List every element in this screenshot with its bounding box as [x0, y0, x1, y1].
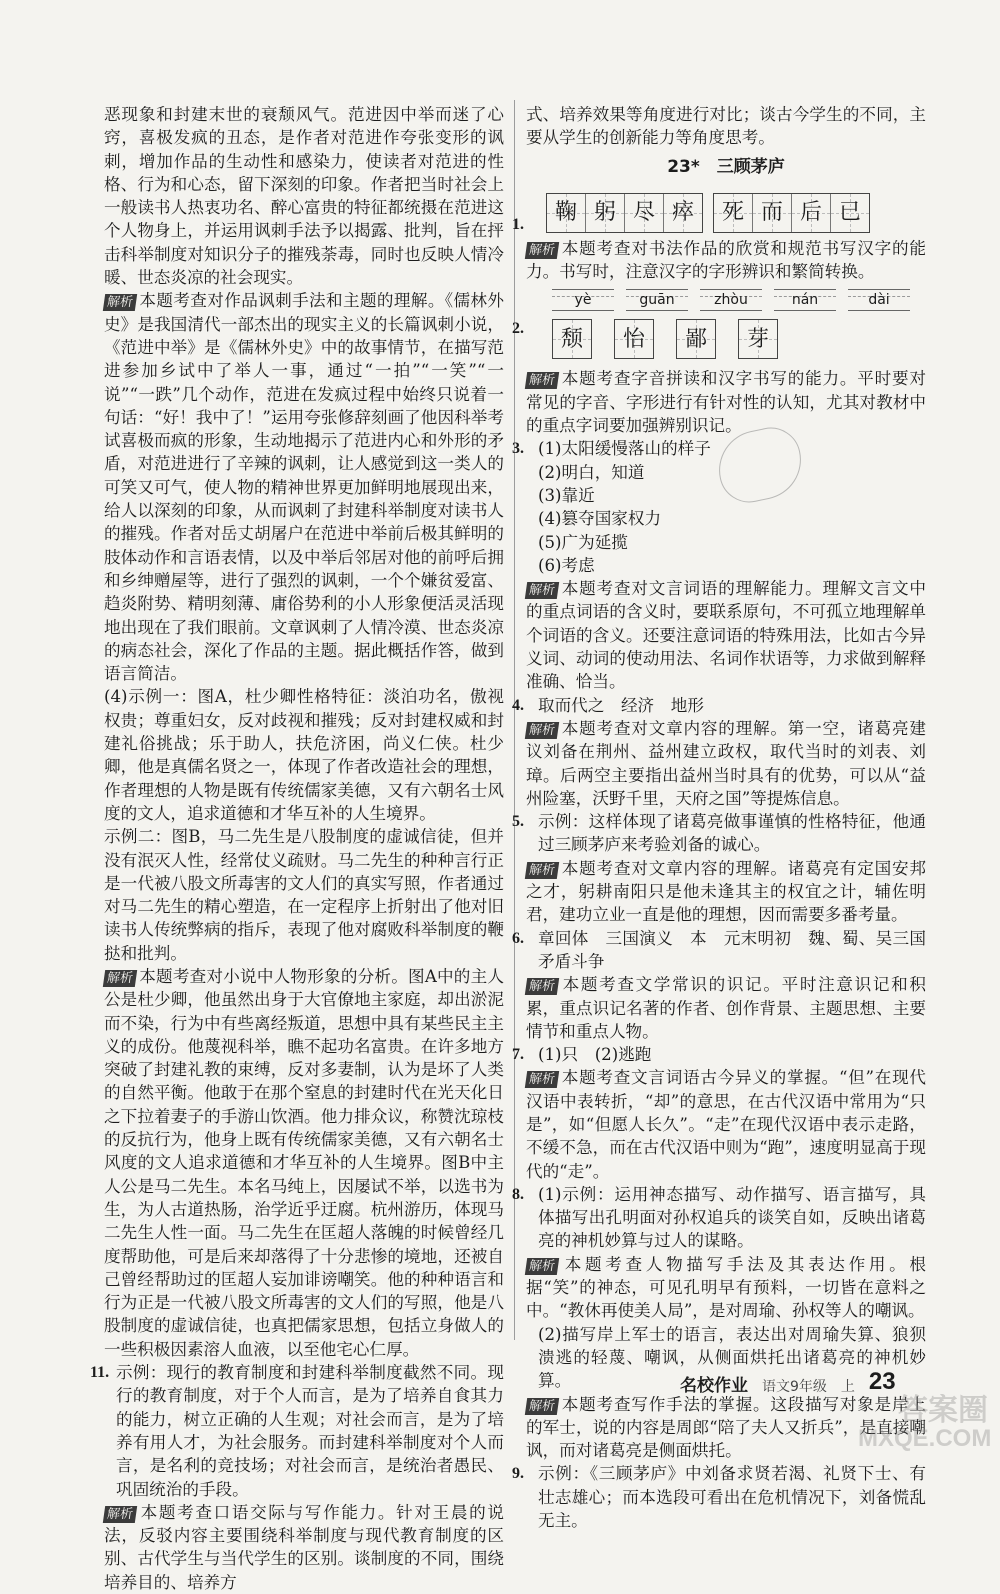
char-cell: 后 — [792, 194, 831, 232]
calligraphy-grid — [546, 191, 926, 235]
question-7 — [512, 1043, 926, 1066]
analysis-text: 本题考查对小说中人物形象的分析。图A中的主人公是杜少卿，他虽然出身于大官僚地主家庭，却出淤泥而不染，行为中有些离经叛道，思想中具有某些民主主义的成份。他蔑视科举，瞧不起功名富贵。在许多地方突破了封建礼教的束缚，反对多妻制，认为是坏了人类的自然平衡。他敢于在那个窒息的封建时代在光天化日之下拉着妻子的手游山饮酒。他力排众议，称赞沈琼枝的反抗行为，他身上既有传统儒家美德，又有六朝名士风度的文人追求道德和才华互补的人生境界。图B中主人公是马二先生。本名马纯上，因屡试不举，以选书为生，为人古道热肠，治学近乎迂腐。杭州游历，体现马二先生人性一面。马二先生在匡超人落魄的时候曾经几度帮助他，可是后来却落得了十分悲惨的境地，还被自己曾经帮助过的匡超人妄加诽谤嘲笑。他的种种语言和行为正是一代被八股文所毒害的文人们的写照，他是八股制度的虚诚信徒，也真把儒家思想，包括立身做人的一些积极因素溶人血液，以至他宅心仁厚。 — [104, 966, 504, 1359]
analysis-tag: 解析 — [525, 1258, 559, 1275]
analysis-tag: 解析 — [525, 582, 559, 599]
analysis-paragraph — [526, 237, 926, 284]
analysis-paragraph — [526, 577, 926, 693]
left-column — [90, 103, 504, 1594]
char-cell: 芽 — [738, 319, 778, 359]
answer-text: 示例：《三顾茅庐》中刘备求贤若渴、礼贤下士、有壮志雄心；而本选段可看出在危机情况下，刘备慌乱无主。 — [538, 1464, 926, 1531]
question-6 — [512, 927, 926, 974]
analysis-tag: 解析 — [525, 1398, 559, 1415]
char-cell: 已 — [831, 194, 869, 232]
analysis-tag: 解析 — [103, 970, 137, 987]
question-number: 4. — [512, 696, 524, 714]
char-cell: 死 — [714, 194, 753, 232]
analysis-text: 本题考查对文章内容的理解。诸葛亮有定国安邦之才，躬耕南阳只是他未逢其主的权宜之计，辅佐明君，建功立业一直是他的理想，因而需要多番考量。 — [526, 858, 926, 925]
analysis-tag: 解析 — [525, 722, 559, 739]
analysis-tag: 解析 — [103, 294, 137, 311]
question-number: 6. — [512, 929, 524, 947]
page-number: 23 — [868, 1368, 896, 1395]
char-cell: 瘁 — [664, 194, 702, 232]
pinyin-line: yè — [552, 289, 614, 311]
pinyin-line: zhòu — [700, 289, 762, 311]
analysis-paragraph — [104, 965, 504, 1361]
answer-text: (2)描写岸上军士的语言，表达出对周瑜失算、狼狈溃逃的轻蔑、嘲讽，从侧面烘托出诸葛亮的神机妙算。 — [538, 1324, 926, 1391]
analysis-paragraph — [526, 1066, 926, 1182]
footer-brand: 名校作业 — [680, 1376, 748, 1396]
analysis-tag: 解析 — [525, 372, 559, 389]
char-cell: 怡 — [614, 319, 654, 359]
site-watermark — [858, 1394, 992, 1457]
question-5 — [512, 810, 926, 857]
pinyin-line: dài — [848, 289, 910, 311]
question-4 — [512, 694, 926, 717]
answer-text: 章回体 三国演义 本 元末明初 魏、蜀、吴三国矛盾斗争 — [538, 928, 926, 971]
analysis-tag: 解析 — [525, 862, 559, 879]
paragraph: (4)示例一：图A，杜少卿性格特征：淡泊功名，傲视权贵；尊重妇女，反对歧视和摧残；反对封建权威和封建礼俗挑战；乐于助人，扶危济困，尚义仁侠。杜少卿，他是真儒名贤之一，体现了作者改造社会的理想，作者理想的人物是既有传统儒家美德，又有六朝名士风度的文人，追求道德和才华互补的人生境界。 — [104, 687, 504, 823]
paragraph: 恶现象和封建末世的衰颓风气。范进因中举而迷了心窍，喜极发疯的丑态，是作者对范进作夸张变形的讽刺，增加作品的生动性和感染力，使读者对范进的性格、行为和心态，留下深刻的印象。作者把当时社会上一般读书人热衷功名、醉心富贵的特征都统摄在范进这个人物身上，并运用讽刺手法予以揭露、批判，旨在抨击科举制度对知识分子的摧残荼毒，同时也反映人情冷暖、世态炎凉的社会现实。 — [104, 105, 504, 288]
char-cell: 躬 — [586, 194, 625, 232]
answer-item: (6)考虑 — [538, 555, 595, 575]
analysis-text: 本题考查文学常识的识记。平时注意识记和积累，重点识记名著的作者、创作背景、主题思想、主要情节和重点人物。 — [526, 975, 926, 1041]
question-8 — [512, 1183, 926, 1253]
analysis-text: 本题考查文言词语古今异义的掌握。“但”在现代汉语中表转折，“却”的意思，在古代汉语中常用为“只是”，如“但愿人长久”。“走”在现代汉语中表示走路，不缓不急，而在古代汉语中则为“跑”，速度明显高于现代的“走”。 — [526, 1068, 926, 1181]
analysis-tag: 解析 — [525, 242, 559, 259]
question-number: 1. — [512, 215, 524, 233]
analysis-paragraph — [104, 1501, 504, 1594]
answer-item: (5)广为延揽 — [538, 532, 628, 552]
question-9 — [512, 1462, 926, 1532]
analysis-text: 本题考查人物描写手法及其表达作用。根据“笑”的神态，可见孔明早有预料，一切皆在意料之中。“教休再使美人局”，是对周瑜、孙权等人的嘲讽。 — [526, 1254, 926, 1321]
hanzi-row — [552, 319, 926, 359]
watermark-line: MXQE.COM — [858, 1425, 992, 1452]
analysis-text: 本题考查对文言词语的理解能力。理解文言文中的重点词语的含义时，要联系原句，不可孤立地理解单个词语的含义。还要注意词语的特殊用法，比如古今异义词、动词的使动用法、名词作状语等，力求做到解释准确、恰当。 — [526, 579, 926, 692]
answer-text: 示例：这样体现了诸葛亮做事谨慎的性格特征，他通过三顾茅庐来考验刘备的诚心。 — [538, 812, 926, 855]
analysis-paragraph — [526, 717, 926, 810]
question-1 — [512, 191, 926, 235]
question-number: 2. — [512, 320, 524, 338]
char-cell: 鞠 — [547, 194, 586, 232]
analysis-text: 本题考查对文章内容的理解。第一空，诸葛亮建议刘备在荆州、益州建立政权，取代当时的刘表、刘璋。后两空主要指出益州当时具有的优势，可以从“益州险塞，沃野千里，天府之国”等提炼信息。 — [526, 718, 926, 808]
answer-text: 示例：现行的教育制度和封建科举制度截然不同。现行的教育制度，对于个人而言，是为了培养自食其力的能力，树立正确的人生观；对社会而言，是为了培养有用人才，为社会服务。而封建科举制度对个人而言，是名利的竞技场；对社会而言，是统治者愚民、巩固统治的手段。 — [116, 1363, 504, 1499]
question-number: 3. — [512, 440, 524, 458]
char-cell: 尽 — [625, 194, 664, 232]
analysis-text: 本题考查对作品讽刺手法和主题的理解。《儒林外史》是我国清代一部杰出的现实主义的长篇讽刺小说，《范进中举》是《儒林外史》中的故事情节，在描写范进参加乡试中了举人一事，通过“一拍”“一笑”“一说”“一跌”几个动作，范进在发疯过程中始终只说着一句话：“好！我中了！”运用夸张修辞刻画了他因科举考试喜极而疯的形象，生动地揭示了范进内心和外形的矛盾，对范进进行了辛辣的讽刺，让人感觉到这一类人的可笑又可气，使人物的精神世界更加鲜明地展现出来，给人以深刻的印象，从而讽刺了封建科举制度对读书人的摧残。作者对岳丈胡屠户在范进中举前后极其鲜明的肢体动作和言语表情，以及中举后邻居对他的前呼后拥和乡绅赠屋等，进行了强烈的讽刺，一个个嫌贫爱富、趋炎附势、精明刻薄、庸俗势利的小人形象便活灵活现地出现在了我们眼前。文章讽刺了人情冷漠、世态炎凉的病态社会，深化了作品的主题。据此概括作答，做到语言简洁。 — [104, 291, 504, 684]
analysis-paragraph — [526, 973, 926, 1043]
char-cell: 鄙 — [676, 319, 716, 359]
answer-item: (2)明白，知道 — [538, 462, 645, 482]
question-number: 5. — [512, 813, 524, 831]
analysis-paragraph — [526, 367, 926, 437]
analysis-text: 本题考查写作手法的掌握。这段描写对象是岸上的军士，说的内容是周郎“陪了夫人又折兵”，是直接嘲讽，而对诸葛亮是侧面烘托。 — [526, 1394, 926, 1461]
answer-text: 取而代之 经济 地形 — [538, 695, 704, 715]
answer-item: (1)太阳缓慢落山的样子 — [538, 439, 711, 459]
pinyin-row — [552, 289, 926, 311]
char-cell: 颓 — [552, 319, 592, 359]
analysis-tag: 解析 — [525, 1071, 559, 1088]
char-grid-b — [713, 193, 870, 233]
watermark-line: 答案圈 — [898, 1394, 988, 1427]
question-number: 9. — [512, 1465, 524, 1483]
footer-subject: 语文9年级 上 — [762, 1379, 855, 1395]
char-grid-a — [546, 193, 703, 233]
answer-item: (4)篡夺国家权力 — [538, 509, 662, 529]
answer-item: (3)靠近 — [538, 485, 595, 505]
paragraph: 示例二：图B，马二先生是八股制度的虚诚信徒，但并没有泯灭人性，经常仗义疏财。马二先生的种种言行正是一代被八股文所毒害的文人们的真实写照，作者通过对马二先生的精心塑造，在一定程序上折射出了他对旧读书人传统弊病的指斥，表现了他对腐败科举制度的鞭挞和批判。 — [104, 827, 504, 963]
analysis-text: 本题考查口语交际与写作能力。针对王晨的说法，反驳内容主要围绕科举制度与现代教育制度的区别、古代学生与当代学生的区别。谈制度的不同，围绕培养目的、培养方 — [104, 1502, 504, 1592]
analysis-paragraph — [526, 1253, 926, 1323]
analysis-tag: 解析 — [525, 978, 559, 995]
column-divider — [514, 100, 515, 1340]
pinyin-line: guān — [626, 289, 688, 311]
analysis-text: 本题考查对书法作品的欣赏和规范书写汉字的能力。书写时，注意汉字的字形辨识和繁简转换。 — [526, 238, 926, 282]
right-column — [512, 103, 926, 1532]
char-cell: 而 — [753, 194, 792, 232]
analysis-text: 本题考查字音拼读和汉字书写的能力。平时要对常见的字音、字形进行有针对性的认知，尤其对教材中的重点字词要加强辨别识记。 — [526, 369, 926, 436]
answer-text: (1)只 (2)逃跑 — [538, 1045, 652, 1065]
question-number: 11. — [90, 1364, 110, 1382]
analysis-tag: 解析 — [103, 1506, 137, 1523]
pinyin-line: nán — [774, 289, 836, 311]
lesson-title: 23* 三顾茅庐 — [667, 156, 785, 177]
answer-text: (1)示例：运用神态描写、动作描写、语言描写，具体描写出孔明面对孙权追兵的谈笑自如，反映出诸葛亮的神机妙算与过人的谋略。 — [538, 1184, 926, 1251]
analysis-paragraph — [526, 857, 926, 927]
paragraph: 式、培养效果等角度进行对比；谈古今学生的不同，主要从学生的创新能力等角度思考。 — [526, 105, 926, 148]
page-footer — [680, 1368, 896, 1396]
question-11 — [90, 1361, 504, 1501]
question-number: 8. — [512, 1185, 524, 1203]
question-2 — [512, 289, 926, 359]
question-number: 7. — [512, 1046, 524, 1064]
analysis-paragraph — [104, 289, 504, 685]
